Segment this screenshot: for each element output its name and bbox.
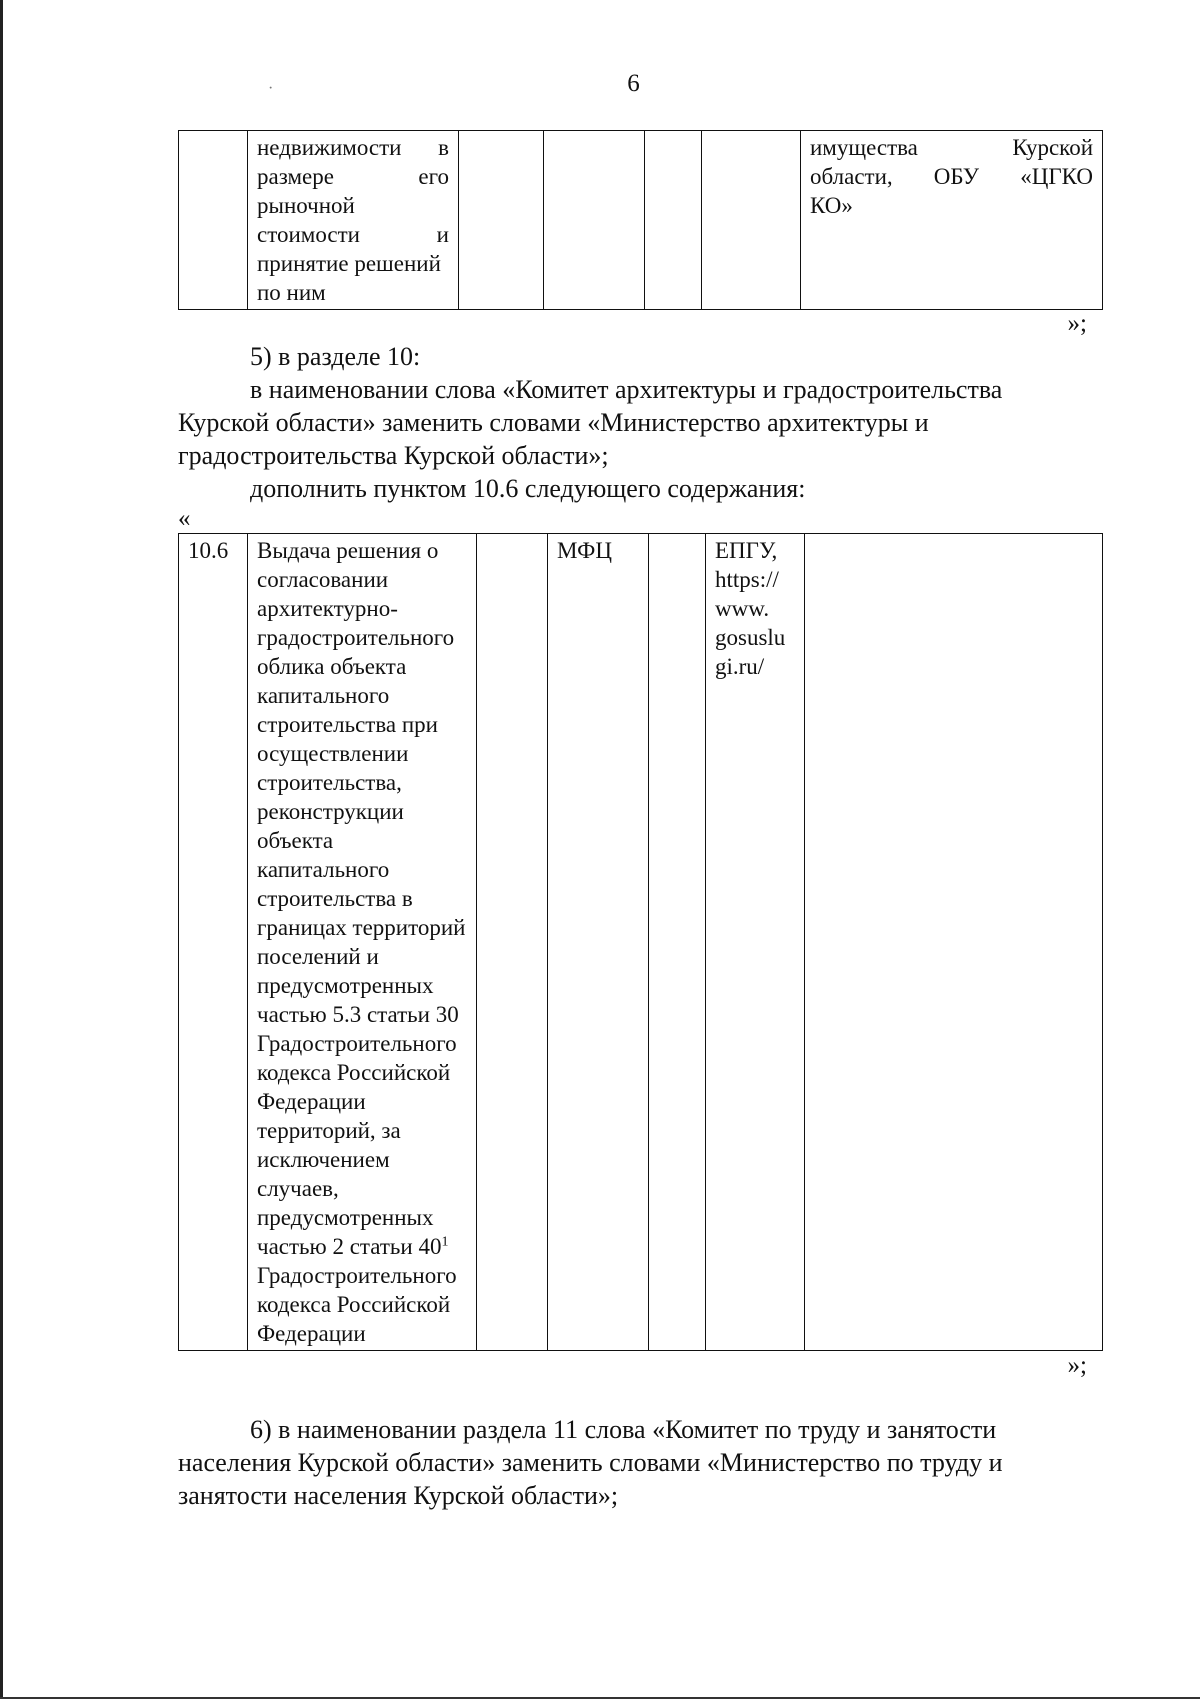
closing-quote: »; (1067, 310, 1087, 337)
service-name-line: строительства, (257, 770, 402, 795)
portal-line: www. (715, 596, 770, 621)
table-cell-service-name (248, 534, 477, 1351)
table-cell (645, 131, 702, 310)
service-name-line: Выдача решения о (257, 538, 439, 563)
table-cell-organization (801, 131, 1103, 310)
service-name-line: Федерации (257, 1321, 366, 1346)
service-name-line: территорий, за (257, 1118, 401, 1143)
table-cell (649, 534, 706, 1351)
service-name-line: градостроительного (257, 625, 455, 650)
service-name-line: предусмотренных (257, 973, 434, 998)
service-name-line: согласовании (257, 567, 389, 592)
service-name-line: Федерации (257, 1089, 366, 1114)
item-5-add-text: дополнить пунктом 10.6 следующего содержания: (250, 474, 806, 503)
table-cell (544, 131, 645, 310)
service-name-line: стоимости и (257, 222, 449, 247)
service-name-line: Градостроительного (257, 1263, 457, 1288)
service-name-line: размере его (257, 164, 449, 189)
organization-line: имущества Курской (810, 135, 1093, 160)
opening-quote: « (178, 505, 191, 532)
service-name-line: рыночной (257, 193, 355, 218)
service-name-line: строительства при (257, 712, 438, 737)
service-name-line: недвижимости в (257, 135, 449, 160)
service-name-line: реконструкции (257, 799, 404, 824)
service-name-line: капитального (257, 683, 390, 708)
portal-line: gosuslu (715, 625, 786, 650)
service-name-line: границах территорий (257, 915, 466, 940)
service-name-line: кодекса Российской (257, 1292, 451, 1317)
article-text: частью 2 статьи 40 (257, 1234, 442, 1259)
article-superscript: 1 (441, 1234, 449, 1250)
services-table-continuation (178, 130, 1103, 310)
service-name-line: облика объекта (257, 654, 407, 679)
service-name-line: объекта (257, 828, 334, 853)
service-name-line: Градостроительного (257, 1031, 457, 1056)
service-name-line: строительства в (257, 886, 413, 911)
closing-quote: »; (1067, 1352, 1087, 1379)
table-cell-number: 10.6 (179, 534, 248, 1351)
table-cell (459, 131, 544, 310)
scan-speck: · (268, 80, 274, 97)
portal-line: ЕПГУ, (715, 538, 778, 563)
item-6-text: 6) в наименовании раздела 11 слова «Комитет по труду и занятости населения Курской области» заменить словами «Министерство по труду и занятости населения Курской области»; (178, 1415, 1003, 1510)
service-name-line-article (257, 1232, 474, 1261)
organization-line: КО» (810, 193, 853, 218)
page-left-edge (0, 0, 3, 1699)
portal-line: https:// (715, 567, 779, 592)
service-name-line: кодекса Российской (257, 1060, 451, 1085)
page-number: 6 (627, 70, 640, 97)
table-row (179, 131, 1103, 310)
service-name-line: архитектурно- (257, 596, 398, 621)
services-table-row-10-6 (178, 533, 1103, 1351)
table-cell-provider: МФЦ (548, 534, 649, 1351)
item-5-heading: 5) в разделе 10: (250, 342, 421, 371)
table-cell-number (179, 131, 248, 310)
table-cell-service-name (248, 131, 459, 310)
service-name-line: поселений и (257, 944, 379, 969)
item-5-rename-text: в наименовании слова «Комитет архитектуры и градостроительства Курской области» заменить словами «Министерство архитектуры и градостроительства Курской области»; (178, 375, 1003, 470)
service-name-line: исключением (257, 1147, 390, 1172)
service-name-line: предусмотренных (257, 1205, 434, 1230)
portal-line: gi.ru/ (715, 654, 765, 679)
paragraph-item-6 (178, 1413, 1073, 1512)
paragraph-item-5 (178, 340, 1073, 505)
table-cell (702, 131, 801, 310)
organization-line: области, ОБУ «ЦГКО (810, 164, 1093, 189)
service-name-line: по ним (257, 280, 326, 305)
table-cell-portal (706, 534, 805, 1351)
service-name-line: случаев, (257, 1176, 339, 1201)
table-cell (805, 534, 1103, 1351)
service-name-line: осуществлении (257, 741, 409, 766)
service-name-line: принятие решений (257, 251, 441, 276)
service-name-line: капитального (257, 857, 390, 882)
table-cell (477, 534, 548, 1351)
table-row (179, 534, 1103, 1351)
service-name-line: частью 5.3 статьи 30 (257, 1002, 459, 1027)
